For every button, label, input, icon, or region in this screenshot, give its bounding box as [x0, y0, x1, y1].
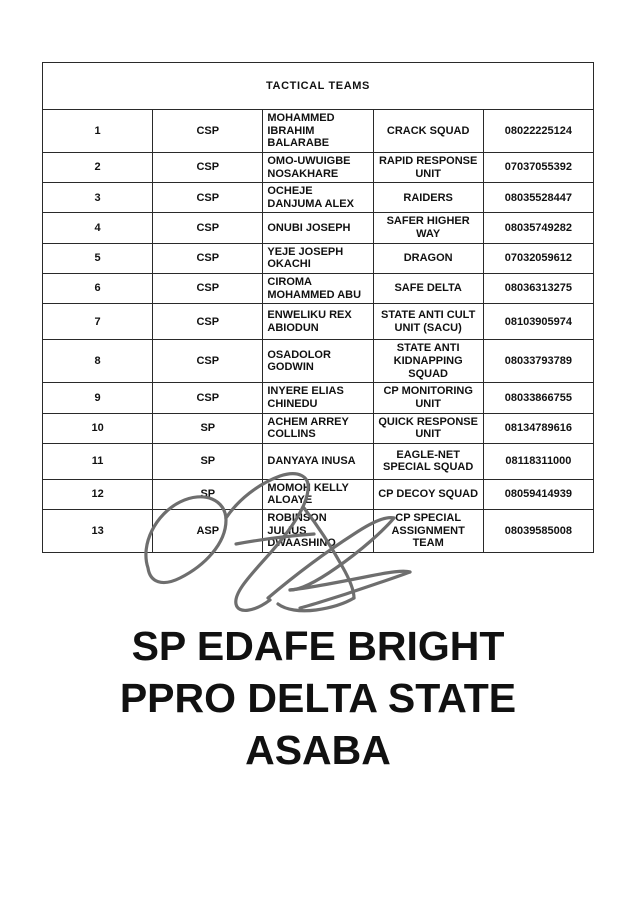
cell-serial-number: 3 [43, 183, 153, 213]
cell-phone: 08059414939 [483, 479, 593, 509]
cell-name: ONUBI JOSEPH [263, 213, 373, 243]
cell-name: ACHEM ARREY COLLINS [263, 413, 373, 443]
cell-rank: CSP [153, 274, 263, 304]
cell-phone: 08134789616 [483, 413, 593, 443]
signatory-line-3: ASABA [245, 727, 391, 774]
cell-name: INYERE ELIAS CHINEDU [263, 383, 373, 413]
cell-phone: 08033793789 [483, 340, 593, 383]
cell-serial-number: 1 [43, 110, 153, 153]
table-title: TACTICAL TEAMS [43, 63, 594, 110]
signature-block [0, 430, 636, 830]
cell-unit: CRACK SQUAD [373, 110, 483, 153]
cell-rank: SP [153, 413, 263, 443]
cell-unit: STATE ANTI CULT UNIT (SACU) [373, 304, 483, 340]
table-row [43, 183, 594, 213]
cell-unit: EAGLE-NET SPECIAL SQUAD [373, 443, 483, 479]
cell-name: YEJE JOSEPH OKACHI [263, 243, 373, 273]
cell-unit: DRAGON [373, 243, 483, 273]
cell-serial-number: 8 [43, 340, 153, 383]
signatory-line-2: PPRO DELTA STATE [119, 675, 517, 722]
cell-rank: SP [153, 443, 263, 479]
cell-unit: SAFER HIGHER WAY [373, 213, 483, 243]
cell-phone: 08036313275 [483, 274, 593, 304]
cell-serial-number: 7 [43, 304, 153, 340]
table-row [43, 243, 594, 273]
cell-serial-number: 13 [43, 510, 153, 553]
cell-serial-number: 2 [43, 152, 153, 182]
cell-serial-number: 6 [43, 274, 153, 304]
cell-rank: CSP [153, 152, 263, 182]
cell-unit: RAIDERS [373, 183, 483, 213]
cell-serial-number: 12 [43, 479, 153, 509]
table-row [43, 383, 594, 413]
table-row [43, 110, 594, 153]
cell-serial-number: 9 [43, 383, 153, 413]
cell-phone: 07037055392 [483, 152, 593, 182]
cell-rank: CSP [153, 383, 263, 413]
cell-serial-number: 11 [43, 443, 153, 479]
table-row [43, 274, 594, 304]
cell-serial-number: 5 [43, 243, 153, 273]
table-row [43, 213, 594, 243]
cell-rank: ASP [153, 510, 263, 553]
cell-name: OMO-UWUIGBE NOSAKHARE [263, 152, 373, 182]
cell-name: OCHEJE DANJUMA ALEX [263, 183, 373, 213]
cell-unit: STATE ANTI KIDNAPPING SQUAD [373, 340, 483, 383]
cell-rank: CSP [153, 340, 263, 383]
cell-serial-number: 10 [43, 413, 153, 443]
cell-phone: 08022225124 [483, 110, 593, 153]
table-title-row [43, 63, 594, 110]
signatory-line-1: SP EDAFE BRIGHT [131, 623, 505, 669]
cell-name: CIROMA MOHAMMED ABU [263, 274, 373, 304]
cell-phone: 08033866755 [483, 383, 593, 413]
signatory-name-block [0, 620, 636, 776]
cell-name: ENWELIKU REX ABIODUN [263, 304, 373, 340]
cell-name: DANYAYA INUSA [263, 443, 373, 479]
cell-unit: QUICK RESPONSE UNIT [373, 413, 483, 443]
handwritten-signature-icon [118, 448, 438, 638]
cell-name: MOHAMMED IBRAHIM BALARABE [263, 110, 373, 153]
cell-serial-number: 4 [43, 213, 153, 243]
cell-rank: CSP [153, 110, 263, 153]
cell-rank: CSP [153, 183, 263, 213]
cell-phone: 07032059612 [483, 243, 593, 273]
cell-rank: SP [153, 479, 263, 509]
cell-unit: RAPID RESPONSE UNIT [373, 152, 483, 182]
cell-name: ROBINSON JULIUS DWAASHINO [263, 510, 373, 553]
cell-rank: CSP [153, 243, 263, 273]
cell-name: MOMOH KELLY ALOAYE [263, 479, 373, 509]
cell-unit: CP SPECIAL ASSIGNMENT TEAM [373, 510, 483, 553]
table-row [43, 340, 594, 383]
cell-phone: 08118311000 [483, 443, 593, 479]
cell-name: OSADOLOR GODWIN [263, 340, 373, 383]
cell-phone: 08103905974 [483, 304, 593, 340]
cell-unit: SAFE DELTA [373, 274, 483, 304]
table-row [43, 152, 594, 182]
cell-unit: CP MONITORING UNIT [373, 383, 483, 413]
table-body [43, 63, 594, 110]
cell-rank: CSP [153, 304, 263, 340]
cell-phone: 08035528447 [483, 183, 593, 213]
cell-phone: 08039585008 [483, 510, 593, 553]
cell-rank: CSP [153, 213, 263, 243]
cell-unit: CP DECOY SQUAD [373, 479, 483, 509]
cell-phone: 08035749282 [483, 213, 593, 243]
table-row [43, 304, 594, 340]
